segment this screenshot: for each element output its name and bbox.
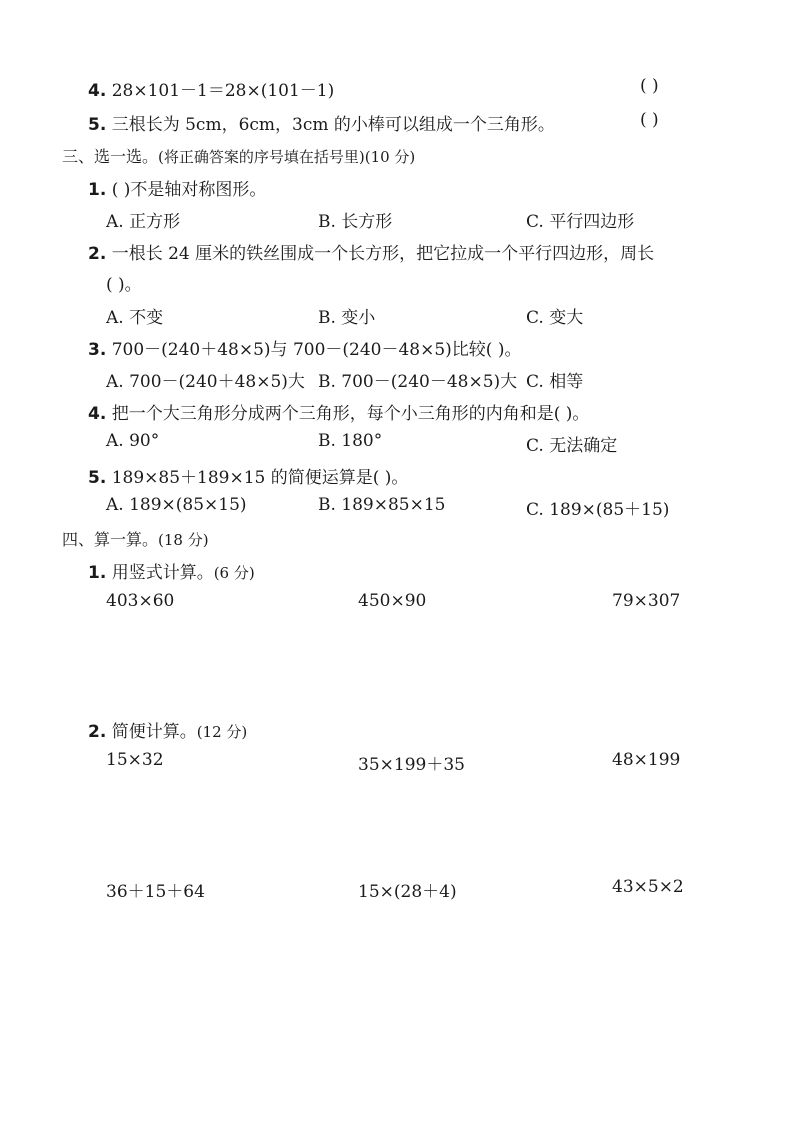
judge-q5 [88, 110, 555, 135]
question-number: 5. [88, 468, 107, 488]
part-note: (12 分) [196, 723, 248, 741]
question-number: 3. [88, 340, 107, 360]
option-c[interactable]: C. 平行四边形 [526, 212, 635, 232]
choose-q4 [88, 399, 589, 424]
option-c[interactable]: C. 相等 [526, 372, 584, 392]
question-number: 1. [88, 180, 107, 200]
question-number: 4. [88, 81, 107, 101]
section-title: 四、算一算。 [62, 530, 159, 549]
expression: 403×60 [106, 591, 175, 611]
option-b[interactable]: B. 变小 [318, 308, 376, 328]
section-title-calc [62, 527, 209, 550]
section-note: (将正确答案的序号填在括号里)(10 分) [158, 148, 416, 166]
option-a[interactable]: A. 正方形 [106, 212, 181, 232]
option-b[interactable]: B. 700－(240－48×5)大 [318, 372, 518, 392]
option-a[interactable]: A. 189×(85×15) [106, 495, 247, 515]
calc-part2 [88, 717, 247, 742]
question-text: ( )不是轴对称图形。 [111, 180, 267, 200]
expression: 15×(28＋4) [358, 882, 457, 902]
expression: 79×307 [612, 591, 681, 611]
choose-q5 [88, 463, 408, 488]
question-text: 28×101－1＝28×(101－1) [111, 81, 335, 101]
question-text: 189×85＋189×15 的简便运算是( )。 [111, 468, 409, 488]
expression: 48×199 [612, 750, 681, 770]
question-number: 2. [88, 244, 107, 264]
expression: 35×199＋35 [358, 755, 465, 775]
question-number: 4. [88, 404, 107, 424]
option-b[interactable]: B. 长方形 [318, 212, 393, 232]
answer-paren[interactable]: ( ) [640, 76, 659, 96]
section-note: (18 分) [158, 531, 209, 549]
answer-paren[interactable]: ( ) [640, 110, 659, 130]
expression: 450×90 [358, 591, 427, 611]
option-a[interactable]: A. 700－(240＋48×5)大 [106, 372, 305, 392]
part-number: 1. [88, 563, 107, 583]
option-a[interactable]: A. 90° [106, 431, 160, 451]
part-note: (6 分) [213, 564, 255, 582]
question-number: 5. [88, 115, 107, 135]
option-c[interactable]: C. 变大 [526, 308, 584, 328]
expression: 36＋15＋64 [106, 882, 205, 902]
question-text: 三根长为 5cm，6cm，3cm 的小棒可以组成一个三角形。 [111, 115, 555, 135]
question-text: 一根长 24 厘米的铁丝围成一个长方形，把它拉成一个平行四边形，周长 [111, 244, 655, 264]
section-title-choose [62, 144, 415, 167]
choose-q3 [88, 335, 521, 360]
question-text: 700－(240＋48×5)与 700－(240－48×5)比较( )。 [111, 340, 522, 360]
option-c[interactable]: C. 189×(85＋15) [526, 500, 670, 520]
choose-q1 [88, 175, 266, 200]
choose-q2 [88, 239, 654, 264]
part-number: 2. [88, 722, 107, 742]
question-text: 把一个大三角形分成两个三角形，每个小三角形的内角和是( )。 [111, 404, 590, 424]
part-title: 简便计算。 [111, 722, 197, 742]
option-a[interactable]: A. 不变 [106, 308, 164, 328]
expression: 43×5×2 [612, 877, 684, 897]
option-b[interactable]: B. 189×85×15 [318, 495, 446, 515]
option-c[interactable]: C. 无法确定 [526, 436, 618, 456]
section-title: 三、选一选。 [62, 147, 159, 166]
option-b[interactable]: B. 180° [318, 431, 383, 451]
calc-part1 [88, 558, 255, 583]
judge-q4 [88, 76, 334, 101]
expression: 15×32 [106, 750, 164, 770]
part-title: 用竖式计算。 [111, 563, 214, 583]
question-text-cont: ( )。 [106, 275, 142, 295]
